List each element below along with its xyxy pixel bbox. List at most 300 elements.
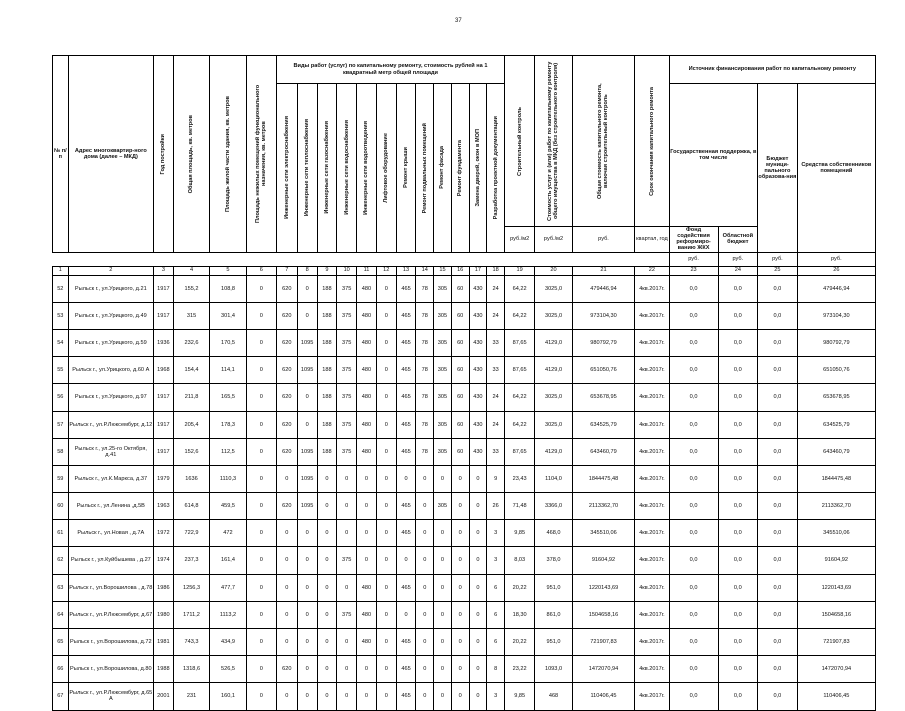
column-number: 11 [357,266,377,275]
table-cell: 0 [337,520,357,547]
table-cell: 1917 [154,302,174,329]
table-cell: 0 [376,601,396,628]
table-cell: 1220143,69 [572,574,634,601]
table-cell: 0 [357,520,377,547]
table-cell: 9,85 [505,520,535,547]
table-cell: 620 [276,438,297,465]
table-cell: 0 [297,601,317,628]
column-number: 6 [246,266,276,275]
row-number: 54 [53,329,69,356]
header-municipal: Бюджет муници-пального образова-ния [758,84,798,253]
table-cell: 33 [487,438,505,465]
table-cell: 305 [434,438,452,465]
row-number: 63 [53,574,69,601]
header-owners: Средства собственников помещений [797,84,875,253]
table-cell: 479446,94 [572,275,634,302]
table-cell: 0,0 [718,547,758,574]
table-cell: 3 [487,547,505,574]
table-cell: 4кв.2017г. [635,384,669,411]
table-cell: 2113362,70 [797,493,875,520]
column-number: 12 [376,266,396,275]
table-cell: 1844475,48 [797,465,875,492]
header-work-elevator: Лифтовое оборудование [376,84,396,253]
table-row [53,547,876,574]
table-cell: 430 [469,438,487,465]
table-cell: 526,5 [210,656,246,683]
table-row [53,629,876,656]
table-cell: 1986 [154,574,174,601]
row-number: 57 [53,411,69,438]
table-cell: 0 [376,520,396,547]
column-number: 9 [317,266,337,275]
table-cell: 6 [487,574,505,601]
table-cell: 0,0 [718,329,758,356]
table-cell: 0 [416,629,434,656]
header-nonliving-area: Площадь нежилых помещений функционального назначения, кв. метров [246,56,276,253]
table-cell: 0 [357,656,377,683]
table-cell: 0 [276,520,297,547]
table-cell: 78 [416,329,434,356]
address-cell: Рыльск г., ул.Р.Люксембург, д.65 А [68,683,153,710]
table-cell: 465 [396,574,416,601]
table-cell: 1095 [297,493,317,520]
table-cell: 0,0 [669,629,718,656]
table-cell: 6 [487,629,505,656]
table-cell: 1968 [154,357,174,384]
table-cell: 1972 [154,520,174,547]
table-cell: 0 [317,465,337,492]
table-cell: 23,43 [505,465,535,492]
table-cell: 1504658,16 [572,601,634,628]
table-cell: 0 [297,275,317,302]
table-cell: 480 [357,302,377,329]
row-number: 55 [53,357,69,384]
table-cell: 305 [434,493,452,520]
table-cell: 0,0 [718,411,758,438]
table-cell: 0 [276,629,297,656]
table-cell: 0 [297,574,317,601]
header-construction-control: Строительный контроль [505,56,535,227]
column-number: 7 [276,266,297,275]
table-cell: 0 [357,683,377,710]
table-cell: 0 [451,520,469,547]
table-cell: 4кв.2017г. [635,329,669,356]
table-cell: 480 [357,329,377,356]
table-cell: 0,0 [758,329,798,356]
table-cell: 430 [469,275,487,302]
table-cell: 4кв.2017г. [635,438,669,465]
header-regional: Областной бюджет [718,227,758,253]
table-cell: 620 [276,411,297,438]
table-cell: 643460,79 [797,438,875,465]
table-cell: 465 [396,329,416,356]
unit-23: руб. [669,252,718,266]
table-cell: 651050,76 [572,357,634,384]
table-cell: 477,7 [210,574,246,601]
address-cell: Рыльск г., ул.Урицкого, д.97 [68,384,153,411]
table-cell: 0 [451,547,469,574]
table-cell: 4129,0 [535,438,572,465]
table-cell: 26 [487,493,505,520]
table-cell: 4кв.2017г. [635,411,669,438]
table-cell: 315 [173,302,209,329]
header-work-electricity: Инженерные сети электроснабжения [276,84,297,253]
table-cell: 0 [416,574,434,601]
table-cell: 980792,79 [797,329,875,356]
table-cell: 465 [396,629,416,656]
address-cell: Рыльск г., ул.Ворошилова, д.72 [68,629,153,656]
column-number: 22 [635,266,669,275]
table-cell: 465 [396,302,416,329]
header-row-number: № п/п [53,56,69,253]
table-cell: 0 [376,465,396,492]
table-cell: 9 [487,465,505,492]
table-cell: 620 [276,275,297,302]
table-cell: 305 [434,411,452,438]
table-cell: 78 [416,384,434,411]
table-cell: 465 [396,275,416,302]
table-cell: 23,22 [505,656,535,683]
table-cell: 0,0 [669,438,718,465]
table-cell: 64,22 [505,275,535,302]
table-cell: 0 [317,683,337,710]
table-cell: 0,0 [718,465,758,492]
table-cell: 1988 [154,656,174,683]
table-row [53,384,876,411]
table-cell: 0 [451,683,469,710]
table-cell: 480 [357,629,377,656]
table-cell: 0 [434,629,452,656]
table-cell: 0,0 [758,411,798,438]
table-cell: 1093,0 [535,656,572,683]
table-cell: 0,0 [669,547,718,574]
table-cell: 0 [297,629,317,656]
column-number: 14 [416,266,434,275]
table-cell: 0,0 [669,302,718,329]
table-cell: 468,0 [535,520,572,547]
table-cell: 634525,79 [572,411,634,438]
row-number: 65 [53,629,69,656]
table-cell: 0 [246,302,276,329]
table-cell: 1110,3 [210,465,246,492]
table-cell: 1104,0 [535,465,572,492]
table-cell: 0 [469,493,487,520]
table-cell: 0 [246,384,276,411]
table-cell: 0 [376,629,396,656]
table-row [53,574,876,601]
table-cell: 33 [487,357,505,384]
table-cell: 0 [451,493,469,520]
table-cell: 4кв.2017г. [635,547,669,574]
table-cell: 430 [469,411,487,438]
table-cell: 0 [376,357,396,384]
table-cell: 0 [376,683,396,710]
table-cell: 20,22 [505,629,535,656]
table-cell: 620 [276,357,297,384]
table-cell: 0,0 [758,601,798,628]
table-cell: 0,0 [758,493,798,520]
table-cell: 0 [416,683,434,710]
table-cell: 64,22 [505,411,535,438]
table-cell: 0 [246,574,276,601]
table-cell: 1318,6 [173,656,209,683]
table-cell: 60 [451,411,469,438]
table-cell: 0,0 [669,384,718,411]
table-cell: 0 [376,411,396,438]
table-cell: 0,0 [758,574,798,601]
table-row [53,438,876,465]
table-cell: 0 [297,302,317,329]
table-row [53,656,876,683]
table-cell: 1220143,69 [797,574,875,601]
table-cell: 0 [451,465,469,492]
table-cell: 0,0 [718,493,758,520]
table-cell: 0 [276,547,297,574]
table-cell: 4кв.2017г. [635,601,669,628]
table-cell: 0 [396,601,416,628]
table-cell: 0 [469,683,487,710]
table-cell: 3366,0 [535,493,572,520]
table-cell: 0,0 [718,574,758,601]
column-numbers-row [53,266,876,275]
table-cell: 1980 [154,601,174,628]
table-cell: 721907,83 [797,629,875,656]
address-cell: Рыльск г., ул.Урицкого, д.49 [68,302,153,329]
table-cell: 375 [337,547,357,574]
header-address: Адрес многоквартир-ного дома (далее – МКД) [68,56,153,253]
table-cell: 0,0 [758,302,798,329]
address-cell: Рыльск г., ул.Урицкого, д.60 А [68,357,153,384]
table-cell: 0 [416,520,434,547]
table-cell: 0 [246,656,276,683]
table-cell: 1504658,16 [797,601,875,628]
table-cell: 653678,95 [572,384,634,411]
header-deadline: Срок окончания капитального ремонта [635,56,669,227]
table-cell: 0 [451,601,469,628]
address-cell: Рыльск г., ул.Ленина ,д.5В [68,493,153,520]
header-work-foundation: Ремонт фундамента [451,84,469,253]
row-number: 60 [53,493,69,520]
header-cost-per-m2: Стоимость услуг и (или) работ по капитальному ремонту общего имущества в МКД (без строительного контроля) [535,56,572,227]
table-cell: 78 [416,438,434,465]
row-number: 53 [53,302,69,329]
table-cell: 0 [416,547,434,574]
table-cell: 1917 [154,438,174,465]
table-cell: 154,4 [173,357,209,384]
table-cell: 160,1 [210,683,246,710]
table-cell: 8 [487,656,505,683]
table-cell: 60 [451,384,469,411]
table-cell: 375 [337,275,357,302]
table-cell: 60 [451,329,469,356]
address-cell: Рыльск г., ул.Р.Люксембург, д.12 [68,411,153,438]
table-cell: 6 [487,601,505,628]
unit-21: руб. [572,227,634,253]
table-cell: 4кв.2017г. [635,357,669,384]
header-work-doors-windows: Замена дверей, окон в МОП [469,84,487,253]
table-cell: 0 [337,683,357,710]
table-cell: 0 [469,629,487,656]
header-total-area: Общая площадь, кв. метров [173,56,209,253]
table-cell: 0,0 [758,438,798,465]
table-cell: 0 [246,438,276,465]
table-cell: 0 [376,547,396,574]
column-number: 5 [210,266,246,275]
table-cell: 170,5 [210,329,246,356]
column-number: 2 [68,266,153,275]
table-cell: 1963 [154,493,174,520]
table-cell: 1095 [297,329,317,356]
table-row [53,329,876,356]
table-cell: 0,0 [758,520,798,547]
table-cell: 480 [357,384,377,411]
table-cell: 305 [434,357,452,384]
table-cell: 2113362,70 [572,493,634,520]
table-cell: 3025,0 [535,384,572,411]
table-cell: 465 [396,656,416,683]
address-cell: Рыльск г., ул.Новая , д.7А [68,520,153,547]
table-cell: 0 [246,629,276,656]
address-cell: Рыльск г., ул.Урицкого, д.21 [68,275,153,302]
table-cell: 0,0 [758,275,798,302]
table-cell: 0,0 [718,656,758,683]
table-cell: 430 [469,384,487,411]
row-number: 66 [53,656,69,683]
table-cell: 0 [276,465,297,492]
table-cell: 1472070,94 [797,656,875,683]
address-cell: Рыльск г., ул.Куйбышева , д.27 [68,547,153,574]
table-cell: 0 [357,493,377,520]
table-cell: 4кв.2017г. [635,275,669,302]
column-number: 19 [505,266,535,275]
unit-20: руб./м2 [535,227,572,253]
table-cell: 0 [317,574,337,601]
table-cell: 188 [317,275,337,302]
table-cell: 0 [246,520,276,547]
table-cell: 0 [434,547,452,574]
table-cell: 465 [396,520,416,547]
table-row [53,411,876,438]
table-cell: 188 [317,411,337,438]
table-cell: 375 [337,438,357,465]
table-cell: 71,48 [505,493,535,520]
table-cell: 64,22 [505,384,535,411]
table-cell: 178,3 [210,411,246,438]
table-cell: 0 [276,574,297,601]
table-cell: 0 [416,601,434,628]
table-cell: 4кв.2017г. [635,465,669,492]
table-cell: 0 [317,493,337,520]
table-cell: 305 [434,384,452,411]
table-cell: 0 [246,275,276,302]
table-cell: 0 [246,547,276,574]
table-cell: 620 [276,329,297,356]
table-cell: 4кв.2017г. [635,520,669,547]
table-cell: 620 [276,384,297,411]
table-cell: 0,0 [718,357,758,384]
table-cell: 0 [297,520,317,547]
table-cell: 0 [297,656,317,683]
table-cell: 465 [396,683,416,710]
table-cell: 0 [337,629,357,656]
table-cell: 108,8 [210,275,246,302]
table-cell: 0,0 [718,302,758,329]
table-cell: 0 [434,465,452,492]
header-work-design-docs: Разработка проектной документации [487,84,505,253]
table-cell: 1981 [154,629,174,656]
table-cell: 20,22 [505,574,535,601]
table-row [53,275,876,302]
column-number: 1 [53,266,69,275]
table-cell: 375 [337,384,357,411]
table-cell: 465 [396,411,416,438]
header-year: Год постройки [154,56,174,253]
table-cell: 375 [337,601,357,628]
table-cell: 0 [416,465,434,492]
table-cell: 0 [357,547,377,574]
table-cell: 0 [246,465,276,492]
table-cell: 0 [451,656,469,683]
table-cell: 91604,92 [572,547,634,574]
table-cell: 472 [210,520,246,547]
table-cell: 465 [396,384,416,411]
table-cell: 651050,76 [797,357,875,384]
table-cell: 3025,0 [535,275,572,302]
table-cell: 465 [396,493,416,520]
table-cell: 0,0 [669,520,718,547]
table-cell: 188 [317,357,337,384]
table-cell: 0 [337,656,357,683]
table-cell: 721907,83 [572,629,634,656]
table-cell: 0 [317,629,337,656]
table-cell: 1711,2 [173,601,209,628]
table-cell: 305 [434,302,452,329]
table-cell: 301,4 [210,302,246,329]
table-cell: 480 [357,574,377,601]
table-cell: 0 [246,493,276,520]
table-cell: 0,0 [758,357,798,384]
table-cell: 1095 [297,357,317,384]
column-number: 20 [535,266,572,275]
table-cell: 980792,79 [572,329,634,356]
table-cell: 375 [337,329,357,356]
table-cell: 465 [396,357,416,384]
table-cell: 91604,92 [797,547,875,574]
table-cell: 188 [317,438,337,465]
unit-19: руб./м2 [505,227,535,253]
table-cell: 0 [376,329,396,356]
table-cell: 4кв.2017г. [635,683,669,710]
column-number: 13 [396,266,416,275]
table-cell: 722,9 [173,520,209,547]
row-number: 67 [53,683,69,710]
address-cell: Рыльск г., ул.25-го Октября, д.41 [68,438,153,465]
unit-22: квартал, год [635,227,669,253]
table-cell: 0 [376,574,396,601]
table-cell: 161,4 [210,547,246,574]
column-number: 21 [572,266,634,275]
table-cell: 87,65 [505,329,535,356]
table-cell: 24 [487,275,505,302]
unit-26: руб. [797,252,875,266]
table-cell: 305 [434,329,452,356]
table-cell: 0 [376,384,396,411]
table-cell: 4кв.2017г. [635,629,669,656]
column-number: 23 [669,266,718,275]
table-cell: 4кв.2017г. [635,493,669,520]
table-cell: 110406,45 [797,683,875,710]
table-cell: 0 [317,547,337,574]
